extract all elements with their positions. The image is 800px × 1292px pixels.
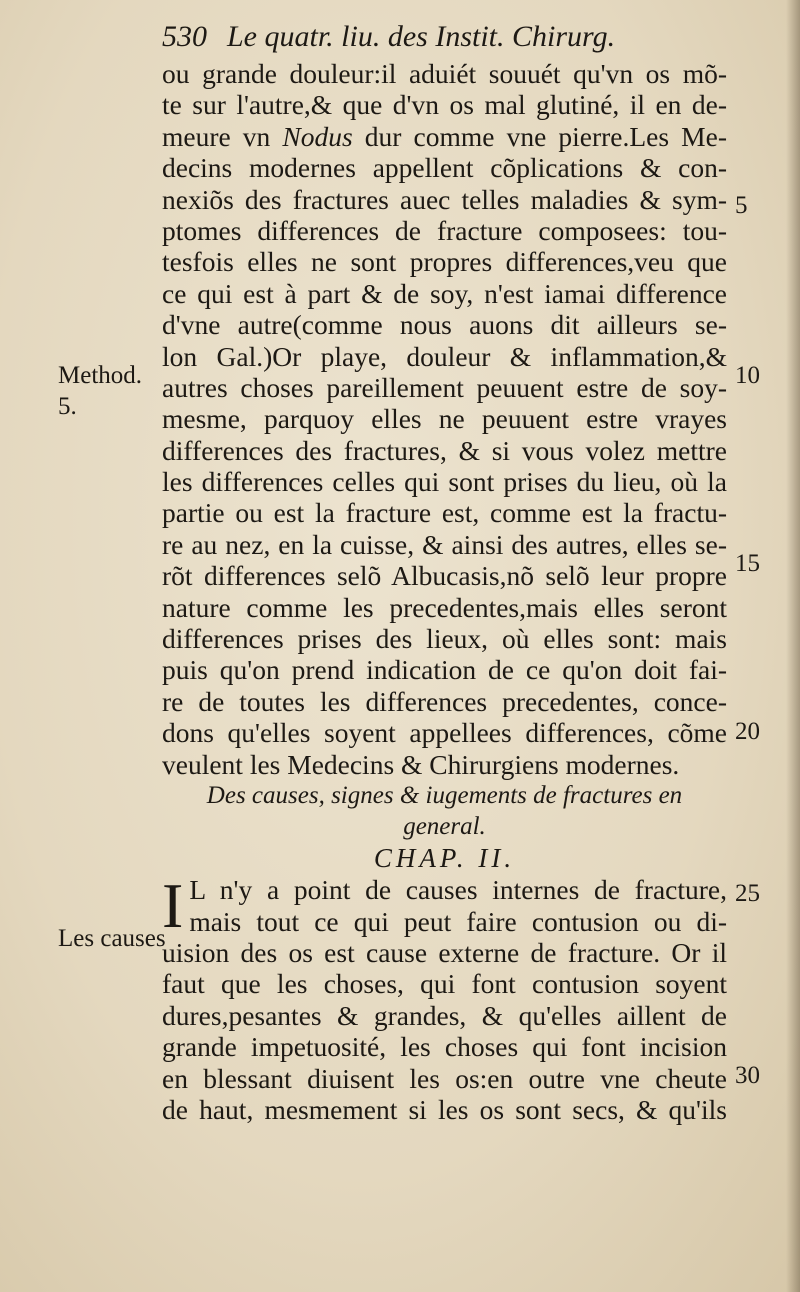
drop-capital: I — [162, 870, 184, 942]
page-spine-shadow — [786, 0, 800, 1292]
page-number: 530 — [162, 20, 207, 53]
text-line: grande impetuosité, les choses qui font incision — [162, 1031, 727, 1063]
text-line: dures,pesantes & grandes, & qu'elles aillent de — [162, 999, 727, 1031]
margin-note-method-ref: 5. — [58, 393, 77, 420]
text-line: nature comme les precedentes,mais elles seront — [162, 591, 727, 623]
margin-note-method: Method. — [58, 362, 143, 389]
text-line: nexiõs des fractures auec telles maladies & sym- — [162, 183, 727, 215]
text-line: lon Gal.)Or playe, douleur & inflammation,& — [162, 340, 727, 372]
text-line: meure vn Nodus dur comme vne pierre.Les Me- — [162, 120, 727, 152]
line-number: 20 — [735, 718, 760, 745]
text-line: de haut, mesmement si les os sont secs, & qu'ils — [162, 1093, 727, 1125]
text-line: te sur l'autre,& que d'vn os mal glutiné, il en de- — [162, 89, 727, 121]
italic-term: Nodus — [282, 120, 353, 152]
text-line: tesfois elles ne sont propres differences,veu que — [162, 246, 727, 278]
text-line: les differences celles qui sont prises du lieu, où la — [162, 466, 727, 498]
line-number: 5 — [735, 192, 748, 219]
text-line: mesme, parquoy elles ne peuuent estre vrayes — [162, 403, 727, 435]
chapter-heading: CHAP. II. — [373, 842, 516, 873]
line-number: 15 — [735, 550, 760, 577]
margin-note-causes: Les causes — [58, 925, 166, 952]
text-line: ptomes differences de fracture composees: tou- — [162, 214, 727, 246]
text-line: re de toutes les differences precedentes, conce- — [162, 685, 727, 717]
section-subtitle: Des causes, signes & iugements de fractures en — [206, 781, 683, 809]
text-line: en blessant diuisent les os:en outre vne cheute — [162, 1062, 727, 1094]
text-line: ce qui est à part & de soy, n'est iamai difference — [162, 277, 727, 309]
text-line: ou grande douleur:il aduiét souuét qu'vn os mõ- — [162, 58, 727, 89]
text-line: mais tout ce qui peut faire contusion ou di- — [189, 905, 727, 937]
text-line: dons qu'elles soyent appellees differences, cõme — [162, 717, 727, 749]
text-line: differences des fractures, & si vous volez mettre — [162, 434, 727, 466]
text-line: d'vne autre(comme nous auons dit ailleurs se- — [162, 309, 727, 341]
text-line: re au nez, en la cuisse, & ainsi des autres, elles se- — [162, 528, 727, 560]
text-line: differences prises des lieux, où elles sont: mais — [162, 623, 727, 655]
line-number: 30 — [735, 1062, 760, 1089]
chapter-paragraph — [162, 870, 727, 1125]
text-line: uision des os est cause externe de fracture. Or il — [162, 936, 727, 968]
text-line: veulent les Medecins & Chirurgiens modernes. — [162, 748, 680, 780]
text-line: decins modernes appellent cõplications & con- — [162, 152, 727, 184]
text-line: partie ou est la fracture est, comme est la fractu- — [162, 497, 727, 529]
text-line: faut que les choses, qui font contusion soyent — [162, 968, 727, 1000]
text-line: autres choses pareillement peuuent estre de soy- — [162, 371, 727, 403]
text-line: rõt differences selõ Albucasis,nõ selõ leur propre — [162, 560, 727, 592]
text-line: puis qu'on prend indication de ce qu'on doit fai- — [162, 654, 727, 686]
line-number: 10 — [735, 362, 760, 389]
running-title: Le quatr. liu. des Instit. Chirurg. — [227, 20, 616, 53]
running-header — [162, 20, 722, 60]
section-subtitle-continued: general. — [403, 813, 486, 841]
main-text-block — [162, 58, 727, 1125]
line-number: 25 — [735, 880, 760, 907]
text-line: L n'y a point de causes internes de fracture, — [189, 874, 727, 906]
